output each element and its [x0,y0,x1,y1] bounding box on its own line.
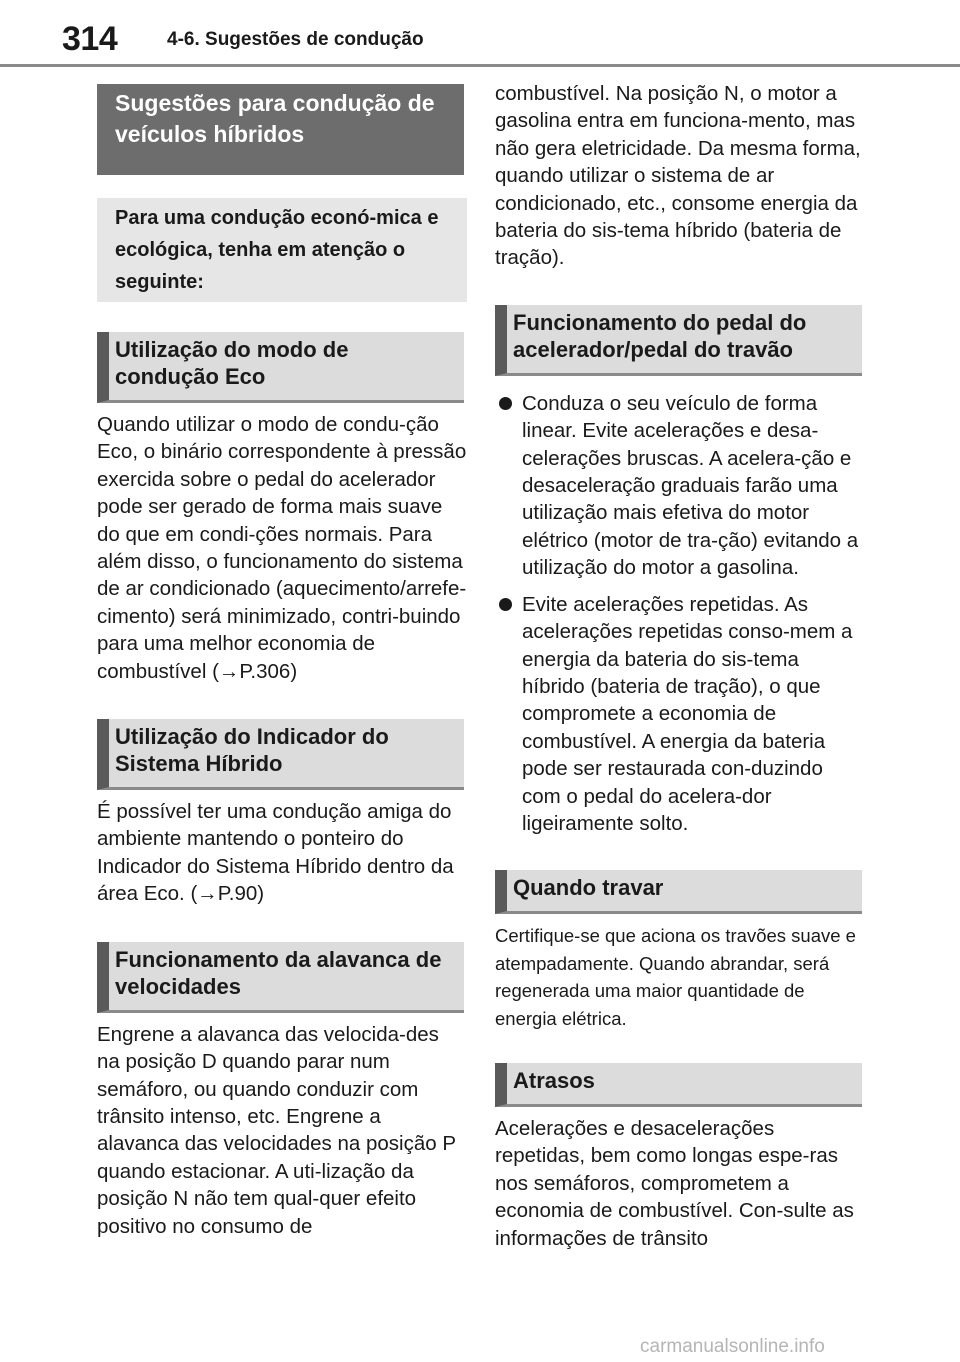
pedal-bullet-list [495,390,865,838]
text-gear-lever-continued: combustível. Na posição N, o motor a gasolina entra em funciona-mento, mas não gera eletricidade. Da mesma forma, quando utilizar o sistema de ar condicionado, etc., consome energia da bateria do sis-tema híbrido (bateria de tração). [495,82,861,270]
text-hybrid-indicator: É possível ter uma condução amiga do ambiente mantendo o ponteiro do Indicador do Sistema Híbrido dentro da área Eco. (→P.90) [97,800,454,906]
text-braking: Certifique-se que aciona os travões suave e atempadamente. Quando abrandar, será regenerada uma maior quantidade de energia elétrica. [495,925,856,1029]
left-column [97,84,467,1240]
page-header [0,0,960,70]
bullet-icon [499,397,512,410]
text-eco-mode: Quando utilizar o modo de condu-ção Eco, o binário correspondente à pressão exercida sobre o pedal do acelerador pode ser gerado de forma mais suave do que em condi-ções normais. Para além disso, o funcionamento do sistema de ar condicionado (aquecimento/arrefe-cimento) será minimizado, contri-buindo para uma melhor economia de combustível (→P.306) [97,413,467,683]
right-column [495,80,865,1252]
intro-box: Para uma condução econó-mica e ecológica, tenha em atenção o seguinte: [97,198,467,302]
page-number: 314 [62,20,118,58]
heading-pedal: Funcionamento do pedal do acelerador/pedal do travão [495,305,862,376]
bullet-icon [499,598,512,611]
heading-hybrid-indicator: Utilização do Indicador do Sistema Híbrido [97,719,464,790]
list-item: Evite acelerações repetidas. As acelerações repetidas conso-mem a energia da bateria do sis-tema híbrido (bateria de tração), o que compromete a economia de combustível. A energia da bateria pode ser restaurada con-duzindo com o pedal do acelera-dor ligeiramente solto. [495,591,865,838]
section-title: 4-6. Sugestões de condução [167,29,424,50]
heading-delays: Atrasos [495,1063,862,1107]
header-divider [0,64,960,67]
text-gear-lever: Engrene a alavanca das velocida-des na posição D quando parar num semáforo, ou quando conduzir com trânsito intenso, etc. Engrene a alavanca das velocidades na posição P quando estacionar. A uti-lização da posição N não tem qual-quer efeito positivo no consumo de [97,1022,456,1238]
heading-eco-mode: Utilização do modo de condução Eco [97,332,464,403]
heading-braking: Quando travar [495,870,862,914]
chapter-title: Sugestões para condução de veículos híbridos [97,84,464,175]
text-delays: Acelerações e desacelerações repetidas, bem como longas espe-ras nos semáforos, comprometem a economia de combustível. Con-sulte as informações de trânsito [495,1116,854,1250]
list-item: Conduza o seu veículo de forma linear. Evite acelerações e desa-celerações bruscas. A acelera-ção e desaceleração graduais farão uma utilização mais efetiva do motor elétrico (motor de tra-ção) evitando a utilização do motor a gasolina. [495,390,865,582]
watermark: carmanualsonline.info [640,1336,825,1357]
heading-gear-lever: Funcionamento da alavanca de velocidades [97,942,464,1013]
